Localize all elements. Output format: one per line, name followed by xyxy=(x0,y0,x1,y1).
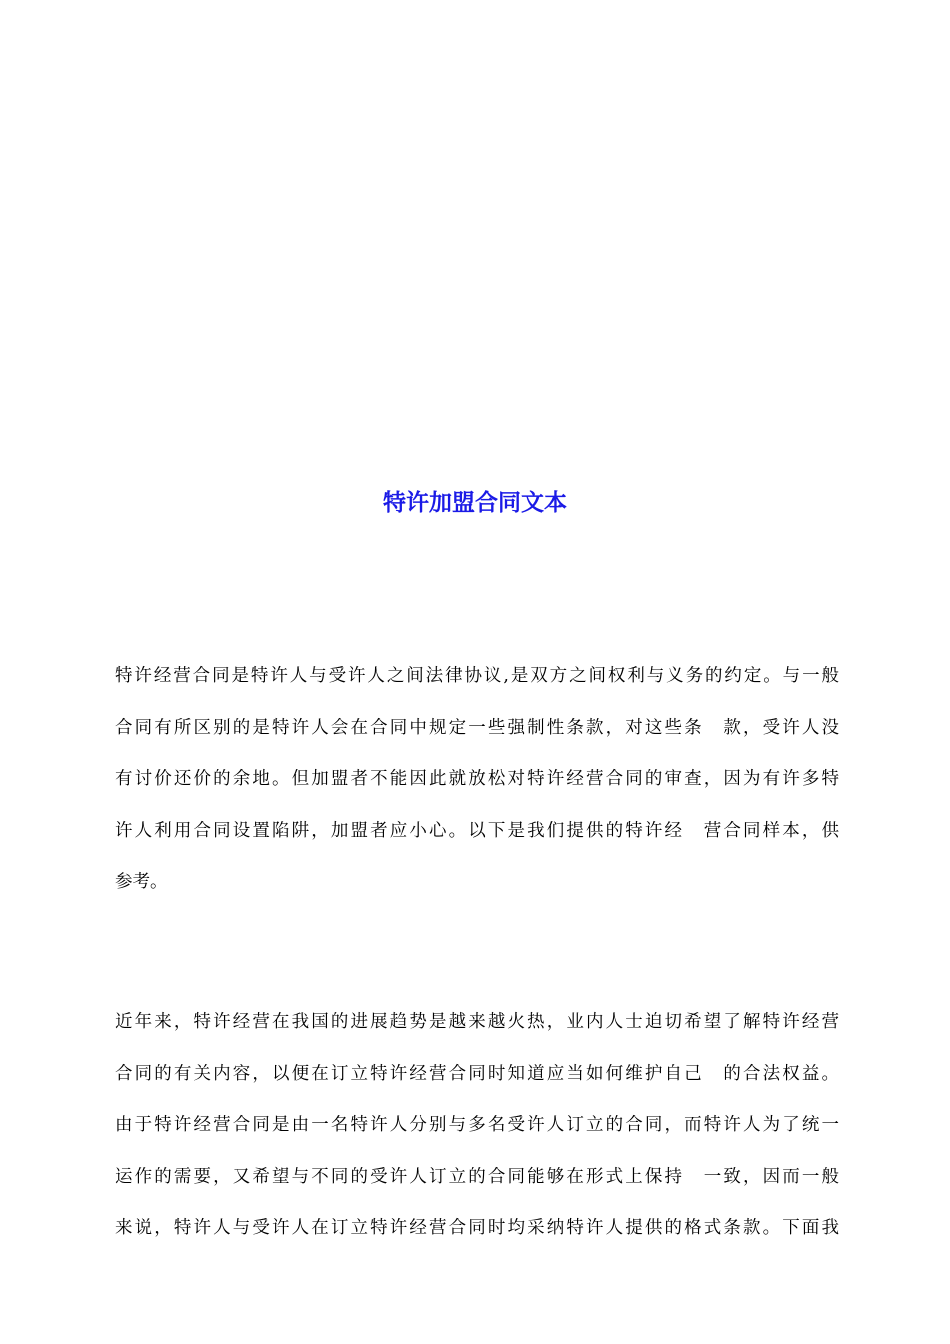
intro-paragraph xyxy=(115,651,839,909)
paragraph-line: 参考。 xyxy=(115,872,168,892)
paragraph-line: 来说，特许人与受许人在订立特许经营合同时均采纳特许人提供的格式条款。下面我 xyxy=(115,1218,839,1238)
paragraph-line: 由于特许经营合同是由一名特许人分别与多名受许人订立的合同，而特许人为了统一 xyxy=(115,1115,839,1135)
paragraph-line: 合同的有关内容，以便在订立特许经营合同时知道应当如何维护自己 的合法权益。 xyxy=(115,1063,839,1084)
paragraph-line: 合同有所区别的是特许人会在合同中规定一些强制性条款，对这些条 款，受许人没 xyxy=(115,717,839,738)
paragraph-line: 近年来，特许经营在我国的进展趋势是越来越火热，业内人士迫切希望了解特许经营 xyxy=(115,1012,839,1032)
document-title: 特许加盟合同文本 xyxy=(383,490,567,516)
paragraph-line: 运作的需要，又希望与不同的受许人订立的合同能够在形式上保持 一致，因而一般 xyxy=(115,1166,839,1187)
paragraph-line: 许人利用合同设置陷阱，加盟者应小心。以下是我们提供的特许经 营合同样本，供 xyxy=(115,820,839,841)
paragraph-line: 特许经营合同是特许人与受许人之间法律协议,是双方之间权利与义务的约定。与一般 xyxy=(115,666,839,686)
paragraph-line: 有讨价还价的余地。但加盟者不能因此就放松对特许经营合同的审查，因为有许多特 xyxy=(115,769,839,789)
body-paragraph xyxy=(115,997,839,1255)
